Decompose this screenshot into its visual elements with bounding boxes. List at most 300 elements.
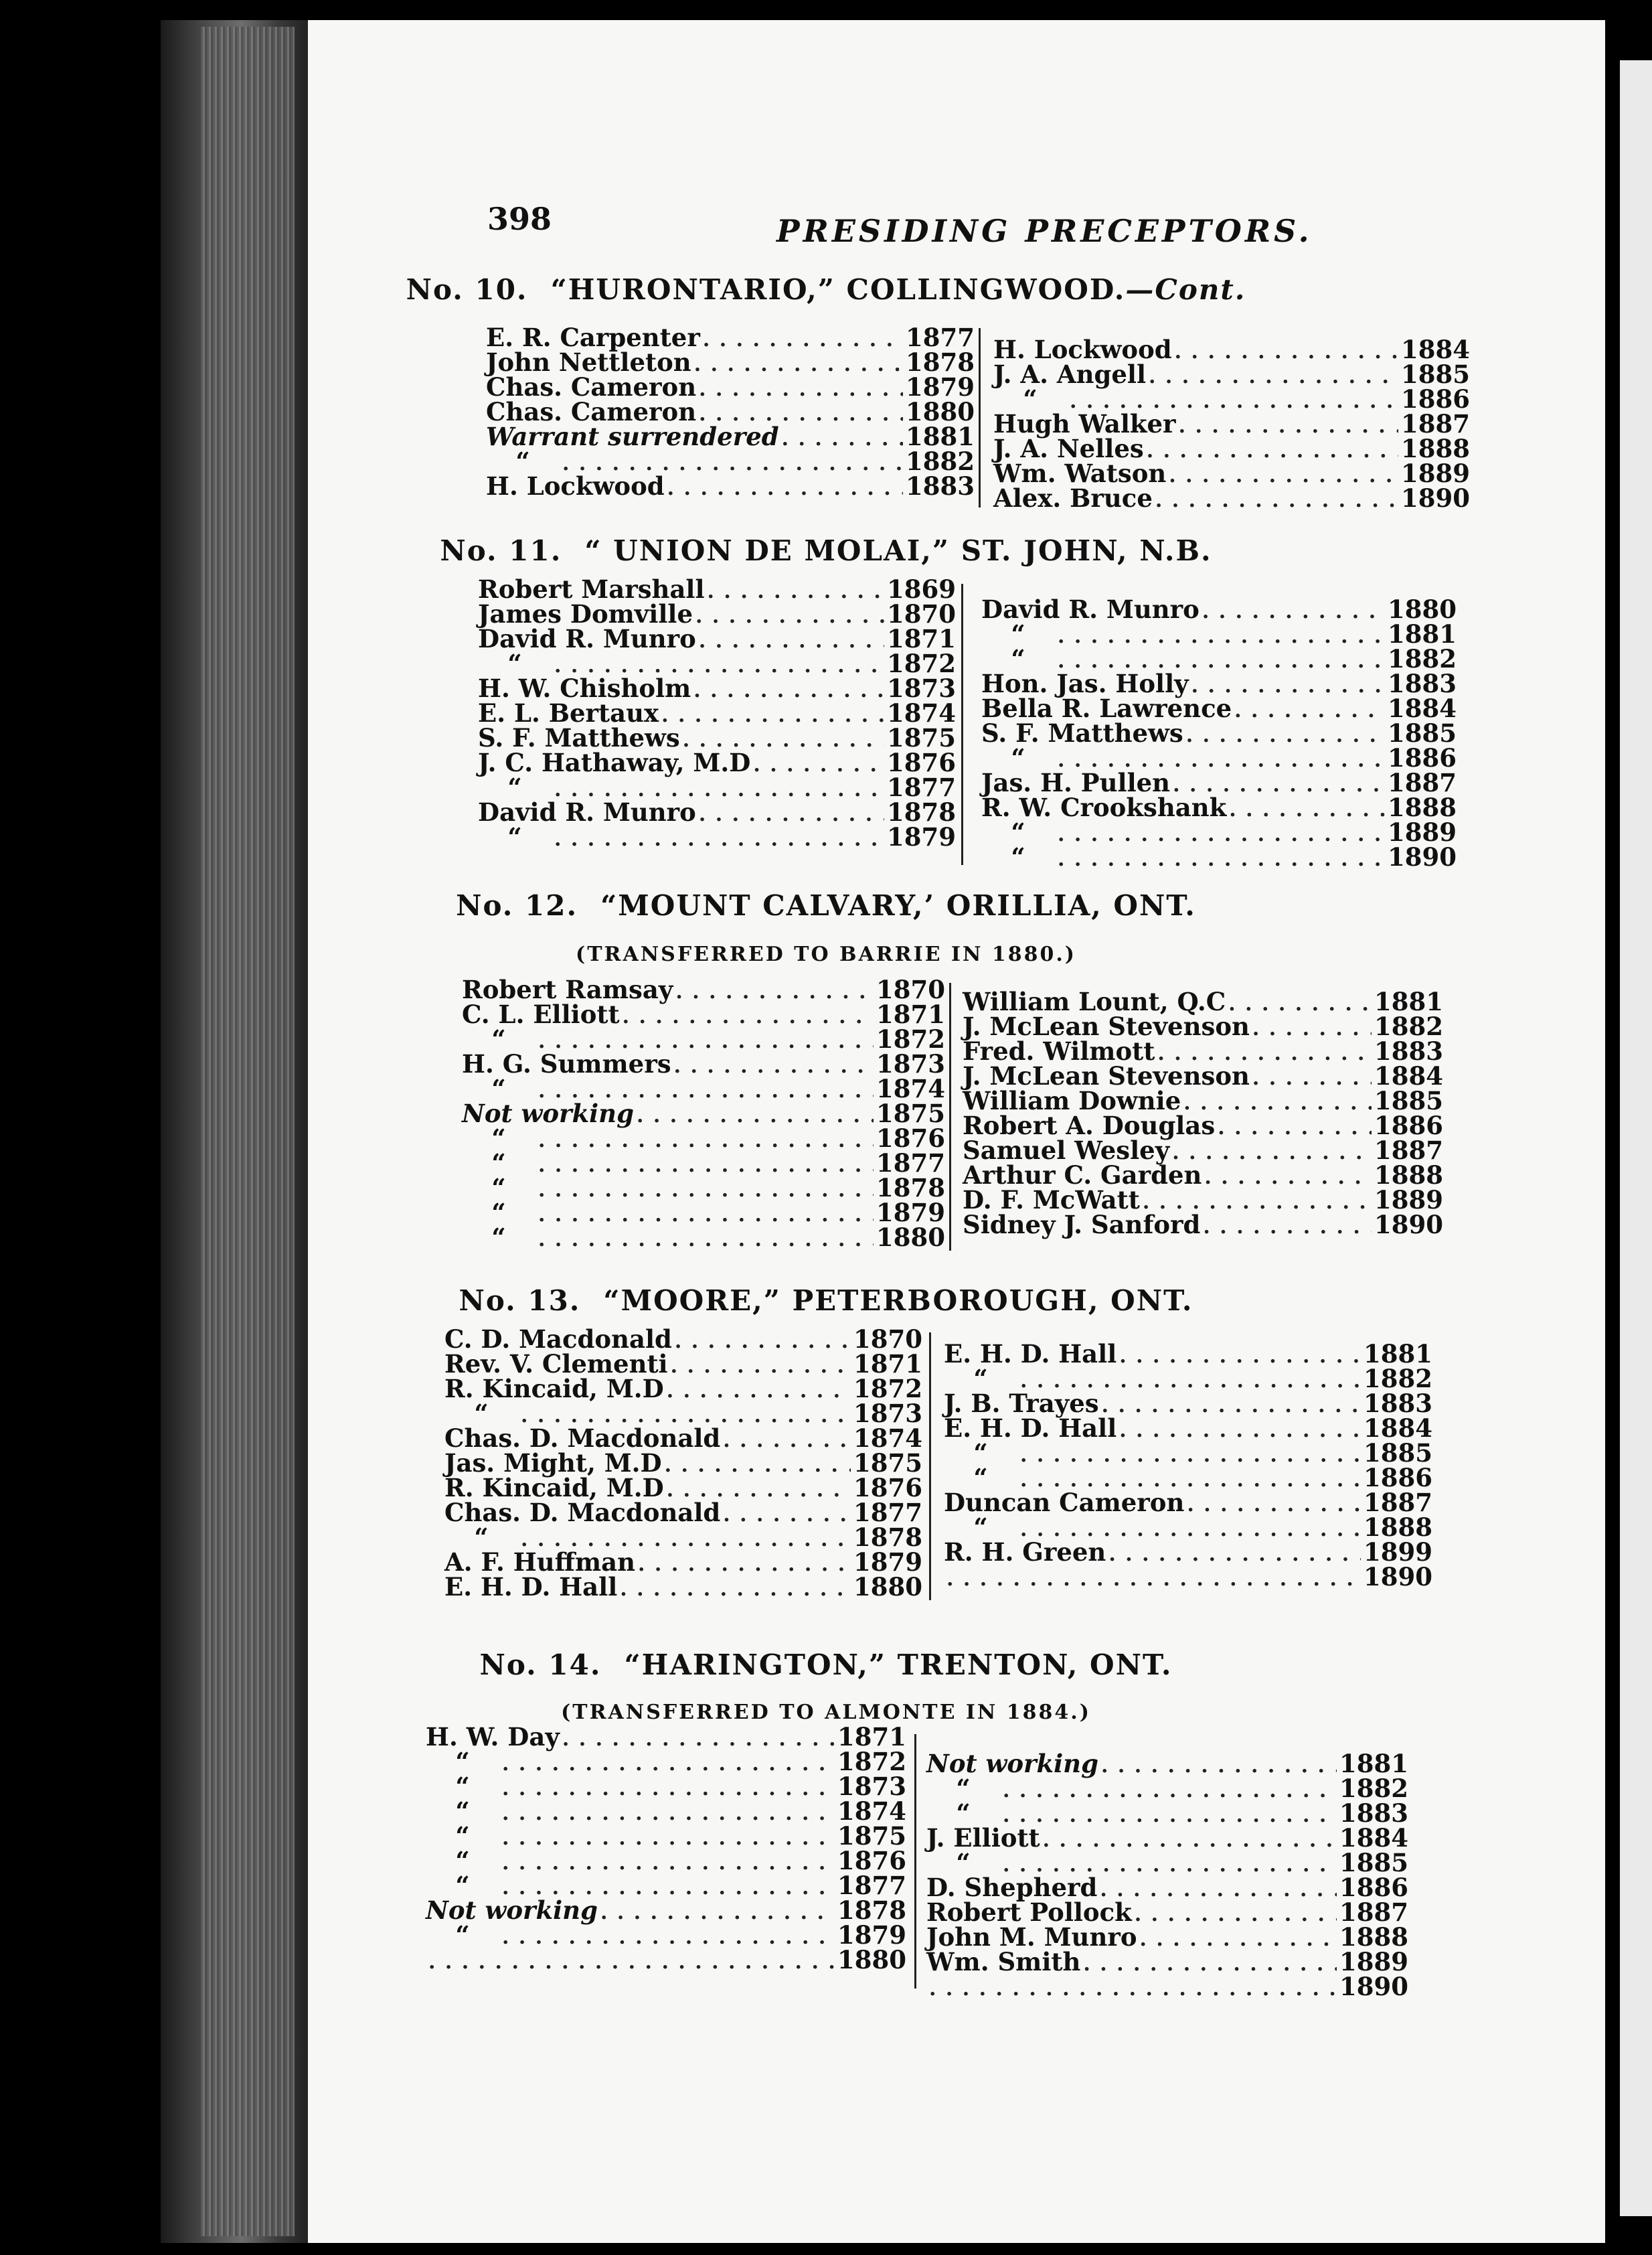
dot-leader [1228, 992, 1372, 1016]
dot-leader [782, 427, 903, 451]
entry-name: Hugh Walker [993, 409, 1176, 439]
entry-year: 1875 [887, 723, 956, 753]
entry-year: 1877 [853, 1498, 922, 1527]
section-title: “MOORE,” PETERBOROUGH, ONT. [603, 1284, 1193, 1317]
entry-year: 1882 [1388, 644, 1457, 674]
entry-year: 1886 [1339, 1873, 1408, 1902]
entry-year: 1880 [837, 1945, 906, 1974]
section-subtitle: (TRANSFERRED TO BARRIE IN 1880.) [576, 943, 1076, 966]
dot-leader [1043, 1829, 1337, 1852]
entry-year: 1880 [853, 1572, 922, 1602]
entry-name: “ [973, 1463, 988, 1492]
dot-leader [1140, 1928, 1337, 1951]
section-subtitle: (TRANSFERRED TO ALMONTE IN 1884.) [561, 1701, 1091, 1724]
dot-leader [675, 1330, 851, 1353]
entry-name: “ [455, 1920, 470, 1950]
section-title: “ UNION DE MOLAI,” ST. JOHN, N.B. [584, 534, 1212, 567]
entry-year: 1871 [887, 624, 956, 653]
entry-year: 1887 [1364, 1488, 1432, 1517]
dot-leader [620, 1577, 851, 1601]
entry-year: 1878 [853, 1523, 922, 1552]
dot-leader [638, 1553, 851, 1576]
entry-name: J. Elliott [926, 1823, 1040, 1853]
dot-leader [1155, 489, 1398, 512]
section-number: No. 12. [456, 889, 578, 922]
entry-year: 1887 [1374, 1136, 1443, 1165]
entry-year: 1879 [906, 372, 975, 402]
dot-leader [671, 1354, 851, 1378]
entry-name: J. C. Hathaway, M.D [478, 748, 751, 777]
entry-name: Wm. Watson [993, 459, 1167, 488]
page-number: 398 [487, 201, 552, 237]
entry-year: 1886 [1388, 743, 1457, 773]
dot-leader [703, 328, 903, 352]
section-left-column [462, 975, 945, 1252]
entry-year: 1881 [1339, 1749, 1408, 1778]
entry-name: Fred. Wilmott [963, 1036, 1155, 1066]
entry-name: “ [956, 1798, 971, 1828]
dot-leader [1175, 340, 1398, 364]
entry-name: “ [1023, 384, 1038, 414]
entry-name: “ [1011, 818, 1025, 847]
continued-label: —Cont. [1125, 273, 1246, 306]
entry-name: Chas. D. Macdonald [444, 1423, 721, 1453]
entry-year: 1889 [1374, 1185, 1443, 1215]
section-right-column [926, 1749, 1408, 2001]
entry-year: 1873 [887, 674, 956, 703]
running-head: PRESIDING PRECEPTORS. [776, 213, 1313, 249]
dot-leader [1147, 439, 1398, 463]
dot-leader [538, 1203, 874, 1227]
entry-year: 1884 [1388, 694, 1457, 723]
entry-name: “ [491, 1198, 506, 1227]
entry-name: “ [956, 1848, 971, 1877]
entry-name: Arthur C. Garden [963, 1160, 1202, 1190]
dot-leader [699, 629, 884, 653]
entry-name: Chas. Cameron [486, 372, 697, 402]
entry-year: 1881 [1388, 619, 1457, 649]
dot-leader [675, 980, 874, 1004]
entry-year: 1872 [876, 1024, 945, 1054]
entry-year: 1890 [1388, 842, 1457, 872]
entry-year: 1883 [1339, 1798, 1408, 1828]
dot-leader [502, 1926, 835, 1949]
dot-leader [1179, 414, 1398, 438]
entry-name: Wm. Smith [926, 1947, 1081, 1976]
entry-name: “ [507, 822, 522, 852]
entry-name: “ [1011, 644, 1025, 674]
entry-name: A. F. Huffman [444, 1547, 636, 1577]
section-number: No. 11. [440, 534, 562, 567]
entry-year: 1869 [887, 574, 956, 604]
dot-leader [674, 1055, 874, 1078]
entry-year: 1884 [1339, 1823, 1408, 1853]
entry-name: C. D. Macdonald [444, 1324, 672, 1354]
entry-name: H. W. Chisholm [478, 674, 691, 703]
entry-name: David R. Munro [981, 595, 1200, 624]
dot-leader [1229, 798, 1385, 822]
dot-leader [1203, 1215, 1372, 1239]
dot-leader [667, 477, 903, 500]
dot-leader [1202, 600, 1385, 623]
column-divider [929, 1332, 931, 1600]
entry-year: 1883 [1388, 669, 1457, 698]
entry-name: “ [1011, 619, 1025, 649]
entry-year: 1882 [1374, 1012, 1443, 1041]
entry-name: Not working [926, 1749, 1098, 1778]
section-number: No. 14. [479, 1648, 602, 1681]
entry-name: R. Kincaid, M.D [444, 1473, 664, 1502]
entry-name: H. Lockwood [486, 471, 665, 501]
entry-name: S. F. Matthews [478, 723, 680, 753]
dot-leader [1187, 1493, 1361, 1517]
entry-year: 1883 [906, 471, 975, 501]
dot-leader [538, 1228, 874, 1251]
dot-leader [694, 353, 903, 376]
dot-leader [1186, 724, 1385, 747]
entry-name: “ [491, 1024, 506, 1054]
entry-name: James Domville [478, 599, 693, 629]
dot-leader [1252, 1017, 1372, 1040]
entry-name: Jas. Might, M.D [444, 1448, 662, 1478]
entry-year: 1883 [1364, 1389, 1432, 1418]
entry-row [426, 1722, 906, 1752]
entry-name: William Downie [963, 1086, 1181, 1115]
dot-leader [1058, 625, 1385, 648]
entry-name: R. H. Green [944, 1537, 1106, 1567]
entry-year: 1877 [876, 1148, 945, 1178]
facing-page-edge [1620, 60, 1652, 2216]
entry-name: R. W. Crookshank [981, 793, 1227, 822]
dot-leader [1058, 823, 1385, 846]
entry-year: 1879 [853, 1547, 922, 1577]
column-divider [961, 584, 963, 865]
entry-year: 1881 [1374, 987, 1443, 1016]
dot-leader [502, 1826, 835, 1850]
entry-name: “ [474, 1523, 489, 1552]
entry-name: J. B. Trayes [944, 1389, 1099, 1418]
entry-name: Alex. Bruce [993, 483, 1153, 513]
entry-year: 1877 [906, 323, 975, 352]
dot-leader [1108, 1543, 1361, 1566]
entry-name: “ [1011, 842, 1025, 872]
dot-leader [723, 1503, 851, 1527]
entry-name: “ [973, 1364, 988, 1393]
section-heading [0, 273, 1652, 306]
entry-year: 1890 [1339, 1972, 1408, 2001]
entry-year: 1885 [1339, 1848, 1408, 1877]
column-divider [949, 983, 951, 1251]
entry-name: Robert Pollock [926, 1897, 1132, 1927]
entry-year: 1881 [906, 422, 975, 451]
entry-year: 1875 [837, 1821, 906, 1851]
section-heading [0, 889, 1652, 922]
dot-leader [1119, 1344, 1361, 1368]
entry-year: 1874 [853, 1423, 922, 1453]
entry-year: 1876 [837, 1846, 906, 1875]
entry-name: C. L. Elliott [462, 1000, 620, 1029]
entry-year: 1886 [1374, 1111, 1443, 1140]
entry-name: “ [474, 1399, 489, 1428]
entry-name: Warrant surrendered [486, 422, 779, 451]
entry-year: 1888 [1401, 434, 1470, 463]
dot-leader [1218, 1116, 1372, 1140]
section-heading [0, 1648, 1652, 1681]
section-left-column [478, 574, 956, 852]
entry-name: John M. Munro [926, 1922, 1137, 1952]
entry-name: Robert Marshall [478, 574, 705, 604]
entry-year: 1877 [837, 1871, 906, 1900]
dot-leader [1020, 1444, 1361, 1467]
entry-year: 1888 [1364, 1512, 1432, 1542]
section-title: “HARINGTON,” TRENTON, ONT. [624, 1648, 1173, 1681]
entry-name: D. F. McWatt [963, 1185, 1140, 1215]
entry-year: 1873 [837, 1772, 906, 1801]
section-right-column [963, 987, 1443, 1239]
entry-year: 1888 [1388, 793, 1457, 822]
entry-year: 1878 [876, 1173, 945, 1202]
entry-year: 1882 [906, 447, 975, 476]
entry-year: 1876 [853, 1473, 922, 1502]
dot-leader [723, 1429, 851, 1452]
entry-year: 1880 [906, 397, 975, 426]
section-heading [0, 1284, 1652, 1317]
entry-year: 1887 [1388, 768, 1457, 797]
dot-leader [695, 605, 884, 628]
entry-row [486, 323, 975, 352]
entry-name: “ [973, 1512, 988, 1542]
entry-name: “ [515, 447, 530, 476]
entry-row [963, 987, 1443, 1016]
entry-name: J. A. Angell [993, 360, 1146, 389]
entry-year: 1873 [853, 1399, 922, 1428]
entry-year: 1880 [876, 1223, 945, 1252]
dot-leader [562, 1727, 835, 1751]
entry-year: 1899 [1364, 1537, 1432, 1567]
entry-year: 1872 [887, 649, 956, 678]
entry-name: Chas. Cameron [486, 397, 697, 426]
section-left-column [444, 1324, 922, 1602]
dot-leader [1234, 699, 1385, 722]
entry-name: E. L. Bertaux [478, 698, 659, 728]
entry-year: 1878 [887, 797, 956, 827]
dot-leader [623, 1005, 874, 1028]
dot-leader [502, 1777, 835, 1800]
dot-leader [753, 753, 884, 777]
entry-year: 1884 [1401, 335, 1470, 364]
entry-name: S. F. Matthews [981, 718, 1183, 748]
entry-name: “ [455, 1846, 470, 1875]
entry-name: Robert A. Douglas [963, 1111, 1216, 1140]
entry-year: 1882 [1364, 1364, 1432, 1393]
entry-name: J. A. Nelles [993, 434, 1144, 463]
entry-year: 1885 [1364, 1438, 1432, 1468]
entry-year: 1871 [837, 1722, 906, 1752]
dot-leader [600, 1901, 835, 1924]
dot-leader [554, 828, 884, 851]
column-divider [914, 1734, 916, 1989]
dot-leader [667, 1379, 851, 1403]
entry-name: E. H. D. Hall [444, 1572, 618, 1602]
dot-leader [693, 679, 884, 702]
entry-name: Hon. Jas. Holly [981, 669, 1189, 698]
entry-year: 1889 [1388, 818, 1457, 847]
dot-leader [428, 1950, 835, 1974]
entry-year: 1886 [1364, 1463, 1432, 1492]
entry-row [478, 574, 956, 604]
entry-name: “ [455, 1747, 470, 1776]
dot-leader [538, 1178, 874, 1202]
entry-year: 1870 [887, 599, 956, 629]
entry-name: “ [956, 1774, 971, 1803]
entry-name: “ [1011, 743, 1025, 773]
dot-leader [699, 378, 903, 401]
entry-row [926, 1749, 1408, 1778]
entry-name: E. R. Carpenter [486, 323, 700, 352]
dot-leader [1100, 1878, 1337, 1901]
section-heading [0, 534, 1652, 567]
dot-leader [1003, 1804, 1337, 1827]
entry-name: “ [455, 1796, 470, 1826]
section-title: “MOUNT CALVARY,’ ORILLIA, ONT. [600, 889, 1196, 922]
entry-year: 1883 [1374, 1036, 1443, 1066]
entry-year: 1879 [876, 1198, 945, 1227]
entry-name: “ [507, 649, 522, 678]
entry-year: 1889 [1401, 459, 1470, 488]
dot-leader [502, 1802, 835, 1825]
entry-year: 1872 [837, 1747, 906, 1776]
entry-name: “ [491, 1074, 506, 1103]
entry-name: William Lount, Q.C [963, 987, 1226, 1016]
entry-year: 1890 [1401, 483, 1470, 513]
entry-name: “ [491, 1173, 506, 1202]
dot-leader [1204, 1166, 1372, 1189]
section-number: No. 13. [459, 1284, 581, 1317]
entry-name: E. H. D. Hall [944, 1413, 1117, 1443]
entry-name: Jas. H. Pullen [981, 768, 1171, 797]
entry-year: 1890 [1374, 1210, 1443, 1239]
entry-name: Samuel Wesley [963, 1136, 1170, 1165]
entry-name: “ [973, 1438, 988, 1468]
entry-name: “ [455, 1772, 470, 1801]
entry-year: 1874 [887, 698, 956, 728]
entry-name: “ [491, 1123, 506, 1153]
dot-leader [1119, 1419, 1361, 1442]
dot-leader [661, 704, 884, 727]
entry-name: “ [491, 1223, 506, 1252]
entry-year: 1879 [887, 822, 956, 852]
page-edges [201, 27, 295, 2236]
entry-name: Robert Ramsay [462, 975, 673, 1004]
entry-year: 1882 [1339, 1774, 1408, 1803]
entry-row [981, 595, 1457, 624]
entry-row [444, 1324, 922, 1354]
entry-year: 1870 [876, 975, 945, 1004]
entry-name: Not working [426, 1895, 598, 1925]
entry-year: 1884 [1374, 1061, 1443, 1091]
entry-year: 1874 [837, 1796, 906, 1826]
entry-name: David R. Munro [478, 797, 696, 827]
entry-year: 1889 [1339, 1947, 1408, 1976]
dot-leader [538, 1154, 874, 1177]
dot-leader [502, 1752, 835, 1776]
entry-year: 1877 [887, 773, 956, 802]
entry-year: 1878 [906, 347, 975, 377]
dot-leader [1252, 1067, 1372, 1090]
entry-name: E. H. D. Hall [944, 1339, 1117, 1369]
entry-year: 1871 [876, 1000, 945, 1029]
dot-leader [1101, 1754, 1337, 1778]
dot-leader [502, 1851, 835, 1875]
entry-year: 1876 [887, 748, 956, 777]
entry-row [993, 335, 1470, 364]
entry-year: 1871 [853, 1349, 922, 1379]
entry-year: 1890 [1364, 1562, 1432, 1591]
column-divider [979, 328, 981, 508]
entry-name: “ [491, 1148, 506, 1178]
entry-year: 1885 [1401, 360, 1470, 389]
section-number: No. 10. [406, 273, 528, 306]
dot-leader [1102, 1394, 1361, 1417]
entry-year: 1885 [1374, 1086, 1443, 1115]
entry-row [462, 975, 945, 1004]
entry-name: “ [455, 1871, 470, 1900]
entry-year: 1879 [837, 1920, 906, 1950]
dot-leader [1083, 1952, 1337, 1976]
entry-name: J. McLean Stevenson [963, 1012, 1250, 1041]
entry-name: Duncan Cameron [944, 1488, 1185, 1517]
entry-name: David R. Munro [478, 624, 696, 653]
entry-year: 1887 [1401, 409, 1470, 439]
entry-year: 1872 [853, 1374, 922, 1403]
entry-year: 1887 [1339, 1897, 1408, 1927]
entry-year: 1875 [876, 1099, 945, 1128]
entry-year: 1873 [876, 1049, 945, 1079]
entry-row [944, 1339, 1432, 1369]
entry-name: Sidney J. Sanford [963, 1210, 1201, 1239]
dot-leader [1003, 1779, 1337, 1802]
section-left-column [486, 323, 975, 501]
entry-name: Rev. V. Clementi [444, 1349, 668, 1379]
section-right-column [944, 1339, 1432, 1591]
dot-leader [699, 803, 884, 826]
entry-name: John Nettleton [486, 347, 691, 377]
entry-year: 1888 [1339, 1922, 1408, 1952]
entry-year: 1880 [1388, 595, 1457, 624]
entry-year: 1878 [837, 1895, 906, 1925]
dot-leader [946, 1567, 1361, 1591]
dot-leader [1149, 365, 1398, 388]
entry-name: Bella R. Lawrence [981, 694, 1232, 723]
dot-leader [1058, 848, 1385, 871]
entry-year: 1881 [1364, 1339, 1432, 1369]
entry-name: H. W. Day [426, 1722, 560, 1752]
dot-leader [538, 1129, 874, 1152]
section-left-column [426, 1722, 906, 1974]
entry-year: 1888 [1374, 1160, 1443, 1190]
entry-name: “ [507, 773, 522, 802]
entry-year: 1874 [876, 1074, 945, 1103]
entry-year: 1870 [853, 1324, 922, 1354]
dot-leader [1169, 464, 1398, 487]
entry-name: J. McLean Stevenson [963, 1061, 1250, 1091]
entry-row [981, 793, 1457, 822]
entry-name: Chas. D. Macdonald [444, 1498, 721, 1527]
dot-leader [637, 1104, 874, 1128]
section-right-column [981, 595, 1457, 872]
entry-name: H. Lockwood [993, 335, 1172, 364]
entry-year: 1875 [853, 1448, 922, 1478]
